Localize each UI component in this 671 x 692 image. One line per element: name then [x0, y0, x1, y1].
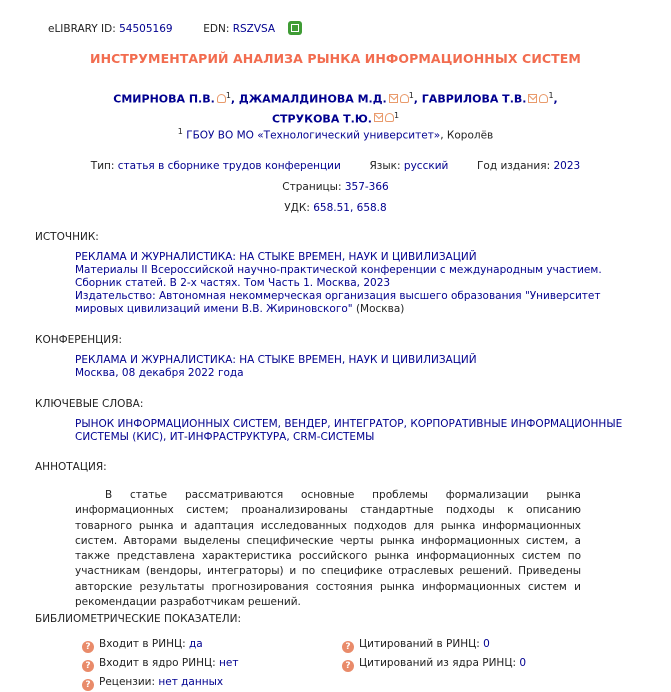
author-link[interactable]: ДЖАМАЛДИНОВА М.Д.	[238, 92, 387, 106]
abstract-heading: АННОТАЦИЯ:	[35, 461, 107, 473]
mail-icon[interactable]	[389, 94, 398, 103]
udk-row: УДК: 658.51, 658.8	[284, 202, 387, 214]
conference-heading: КОНФЕРЕНЦИЯ:	[35, 334, 122, 346]
meta-row: Тип: статья в сборнике трудов конференции Язык: русский Год издания: 2023	[90, 160, 581, 172]
person-icon[interactable]	[385, 113, 394, 122]
bib-reviews: ? Рецензии: нет данных	[82, 676, 223, 691]
citations-link[interactable]: 0	[483, 638, 490, 650]
person-icon[interactable]	[400, 94, 409, 103]
pages-value: 357-366	[344, 181, 389, 193]
elibrary-id-value: 54505169	[119, 23, 173, 35]
abstract-text: В статье рассматриваются основные проблемы формализации рынка информационных систем; проанализированы стандартные подходы к описанию товарного рынка и адаптация исследованных подходов для рынка информационных систем. Авторами выделены специфические черты рынка информационных систем, а также представлена характеристика российского рынка информационных систем по участникам (вендоры, интеграторы) и по специфике отраслевых решений. Приведены авторские результаты прогнозирования состояния рынка информационных систем и рекомендации разработчикам решений.	[75, 489, 581, 609]
authors-block: СМИРНОВА П.В. $^1$, ДЖАМАЛДИНОВА М.Д. $^1$, ГАВРИЛОВА Т.В. $^1$, СТРУКОВА Т.Ю. $^1$	[113, 91, 558, 126]
mail-icon[interactable]	[374, 113, 383, 122]
id-bar	[48, 21, 302, 35]
person-icon[interactable]	[539, 94, 548, 103]
author-link[interactable]: ГАВРИЛОВА Т.В.	[421, 92, 527, 106]
help-icon[interactable]: ?	[342, 660, 354, 672]
bib-core-citations: ? Цитирований из ядра РИНЦ: 0	[342, 657, 526, 672]
mail-icon[interactable]	[528, 94, 537, 103]
affiliation: $^1$ ГБОУ ВО МО «Технологический университет», Королёв	[177, 127, 494, 142]
keyword-link[interactable]: РЫНОК ИНФОРМАЦИОННЫХ СИСТЕМ, ВЕНДЕР, ИНТЕГРАТОР, КОРПОРАТИВНЫЕ ИНФОРМАЦИОННЫЕ	[75, 418, 623, 430]
bib-rinc: ? Входит в РИНЦ: да	[82, 638, 203, 653]
source-collection-link[interactable]: РЕКЛАМА И ЖУРНАЛИСТИКА: НА СТЫКЕ ВРЕМЕН, НАУК И ЦИВИЛИЗАЦИЙ	[75, 251, 477, 263]
person-icon[interactable]	[217, 94, 226, 103]
keywords-body	[75, 418, 622, 444]
article-title: ИНСТРУМЕНТАРИЙ АНАЛИЗА РЫНКА ИНФОРМАЦИОННЫХ СИСТЕМ	[90, 51, 581, 66]
help-icon[interactable]: ?	[342, 641, 354, 653]
conference-body: РЕКЛАМА И ЖУРНАЛИСТИКА: НА СТЫКЕ ВРЕМЕН, НАУК И ЦИВИЛИЗАЦИЙ Москва, 08 декабря 2022 года	[75, 354, 477, 379]
keyword-link[interactable]: СИСТЕМЫ (КИС), ИТ-ИНФРАСТРУКТУРА, CRM-СИСТЕМЫ	[75, 431, 375, 443]
rss-icon[interactable]	[288, 21, 302, 35]
elibrary-id-label: eLIBRARY ID:	[48, 23, 116, 35]
edn-label: EDN:	[203, 23, 230, 35]
help-icon[interactable]: ?	[82, 679, 94, 691]
source-body: РЕКЛАМА И ЖУРНАЛИСТИКА: НА СТЫКЕ ВРЕМЕН, НАУК И ЦИВИЛИЗАЦИЙ Материалы II Всероссийской научно-практической конференции с международным участием. Сборник статей. В 2-х частях. Том Часть 1. Москва, 2023 Издательство: Автономная некоммерческая организация высшего образования "Университет мировых цивилизаций имени В.В. Жириновского" (Москва)	[75, 251, 602, 315]
bib-core: ? Входит в ядро РИНЦ: нет	[82, 657, 238, 672]
keywords-heading: КЛЮЧЕВЫЕ СЛОВА:	[35, 398, 144, 410]
organization-link[interactable]: ГБОУ ВО МО «Технологический университет»	[186, 129, 441, 142]
author-link[interactable]: СМИРНОВА П.В.	[113, 92, 215, 106]
language-value: русский	[403, 160, 449, 172]
pages-row: Страницы: 357-366	[282, 181, 389, 193]
publisher-link[interactable]: мировых цивилизаций имени В.В. Жириновского"	[75, 303, 353, 315]
help-icon[interactable]: ?	[82, 660, 94, 672]
source-heading: ИСТОЧНИК:	[35, 231, 99, 243]
conference-link[interactable]: РЕКЛАМА И ЖУРНАЛИСТИКА: НА СТЫКЕ ВРЕМЕН, НАУК И ЦИВИЛИЗАЦИЙ	[75, 354, 477, 366]
year-value: 2023	[553, 160, 581, 172]
author-link[interactable]: СТРУКОВА Т.Ю.	[271, 112, 372, 126]
type-value: статья в сборнике трудов конференции	[117, 160, 341, 172]
edn-value: RSZVSA	[232, 23, 276, 35]
affiliation-city: , Королёв	[440, 129, 494, 142]
core-citations-link[interactable]: 0	[519, 657, 527, 669]
bib-citations: ? Цитирований в РИНЦ: 0	[342, 638, 490, 653]
help-icon[interactable]: ?	[82, 641, 94, 653]
publisher-link[interactable]: Автономная некоммерческая организация высшего образования "Университет	[159, 290, 601, 302]
bibliometrics-heading: БИБЛИОМЕТРИЧЕСКИЕ ПОКАЗАТЕЛИ:	[35, 613, 242, 625]
udk-value: 658.51, 658.8	[313, 202, 387, 214]
